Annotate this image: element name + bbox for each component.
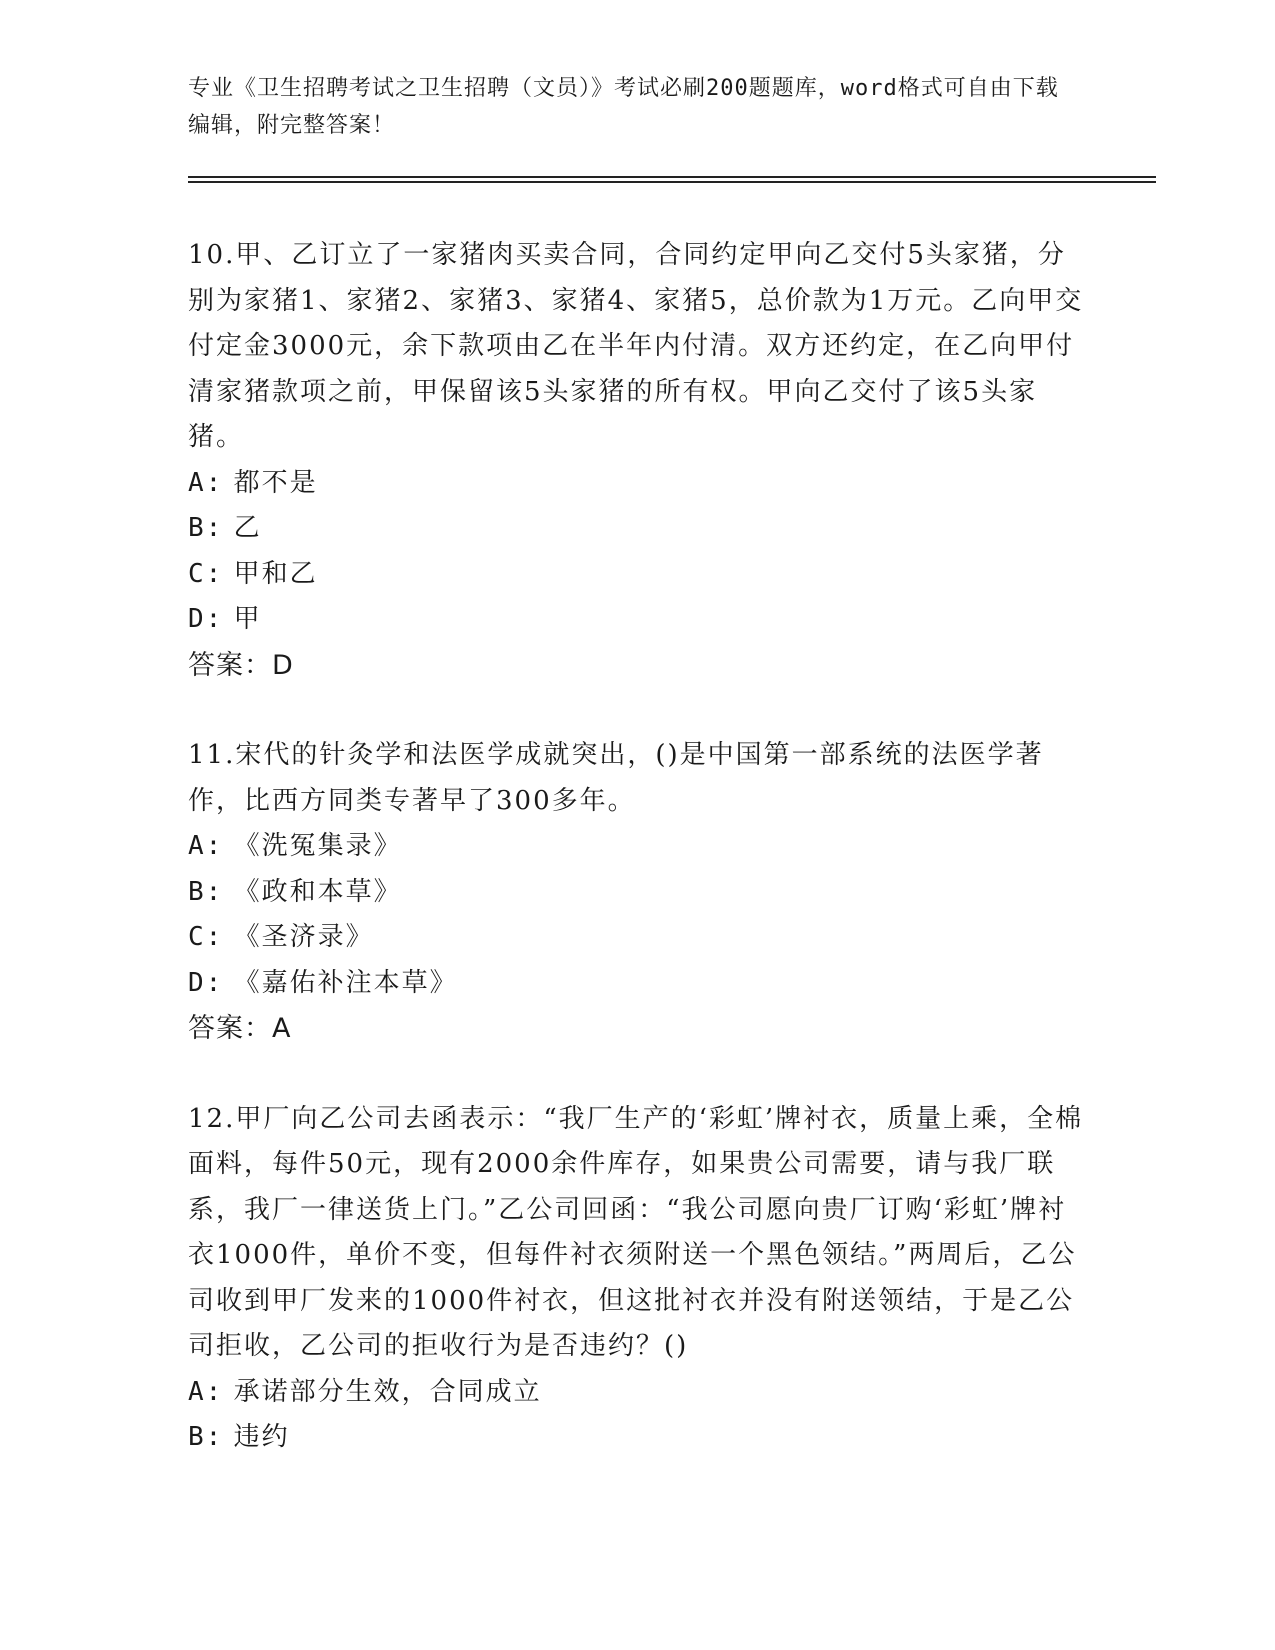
option-text: 乙 <box>233 513 262 543</box>
option-letter: A: <box>188 831 224 861</box>
option-a <box>188 824 1088 870</box>
option-text: 《圣济录》 <box>233 922 374 952</box>
option-letter: B: <box>188 1422 224 1452</box>
option-letter: D: <box>188 967 224 998</box>
option-text: 甲和乙 <box>233 558 318 589</box>
option-d <box>188 961 1088 1007</box>
option-text: 甲 <box>233 604 262 634</box>
header-divider-bottom <box>188 181 1156 183</box>
option-a <box>188 1370 1088 1416</box>
option-letter: D: <box>188 604 224 634</box>
option-letter: A: <box>188 467 224 498</box>
option-b <box>188 506 1088 552</box>
question-12 <box>188 1097 1088 1461</box>
option-b <box>188 1415 1088 1461</box>
option-letter: B: <box>188 876 224 907</box>
option-text: 《洗冤集录》 <box>233 831 402 861</box>
question-stem: 11.宋代的针灸学和法医学成就突出，()是中国第一部系统的法医学著作，比西方同类专著早了300多年。 <box>188 740 1044 816</box>
question-stem: 12.甲厂向乙公司去函表示：“我厂生产的‘彩虹’牌衬衣，质量上乘，全棉面料，每件50元，现有2000余件库存，如果贵公司需要，请与我厂联系，我厂一律送货上门。”乙公司回函：“我公司愿向贵厂订购‘彩虹’牌衬衣1000件，单价不变，但每件衬衣须附送一个黑色领结。”两周后，乙公司收到甲厂发来的1000件衬衣，但这批衬衣并没有附送领结，于是乙公司拒收，乙公司的拒收行为是否违约？() <box>188 1103 1084 1361</box>
header-divider-top <box>188 176 1156 178</box>
option-d <box>188 597 1088 643</box>
option-letter: A: <box>188 1376 224 1407</box>
option-b <box>188 870 1088 916</box>
option-text: 承诺部分生效，合同成立 <box>233 1376 542 1407</box>
option-letter: C: <box>188 922 224 952</box>
option-a <box>188 461 1088 507</box>
question-11 <box>188 733 1088 1052</box>
option-text: 违约 <box>233 1422 290 1452</box>
answer-label: 答案：D <box>188 649 294 681</box>
option-letter: B: <box>188 513 224 543</box>
option-c <box>188 552 1088 598</box>
document-header: 专业《卫生招聘考试之卫生招聘（文员）》考试必刷200题题库，word格式可自由下载编辑，附完整答案！ <box>188 76 1059 138</box>
question-list <box>188 233 1088 1461</box>
option-text: 《嘉佑补注本草》 <box>233 967 458 998</box>
option-text: 《政和本草》 <box>233 876 402 907</box>
option-c <box>188 915 1088 961</box>
option-text: 都不是 <box>233 467 318 498</box>
option-letter: C: <box>188 558 224 589</box>
question-stem: 10.甲、乙订立了一家猪肉买卖合同，合同约定甲向乙交付5头家猪，分别为家猪1、家猪2、家猪3、家猪4、家猪5，总价款为1万元。乙向甲交付定金3000元，余下款项由乙在半年内付清。双方还约定，在乙向甲付清家猪款项之前，甲保留该5头家猪的所有权。甲向乙交付了该5头家猪。 <box>188 240 1084 452</box>
answer-label: 答案：A <box>188 1013 292 1044</box>
question-10 <box>188 233 1088 688</box>
